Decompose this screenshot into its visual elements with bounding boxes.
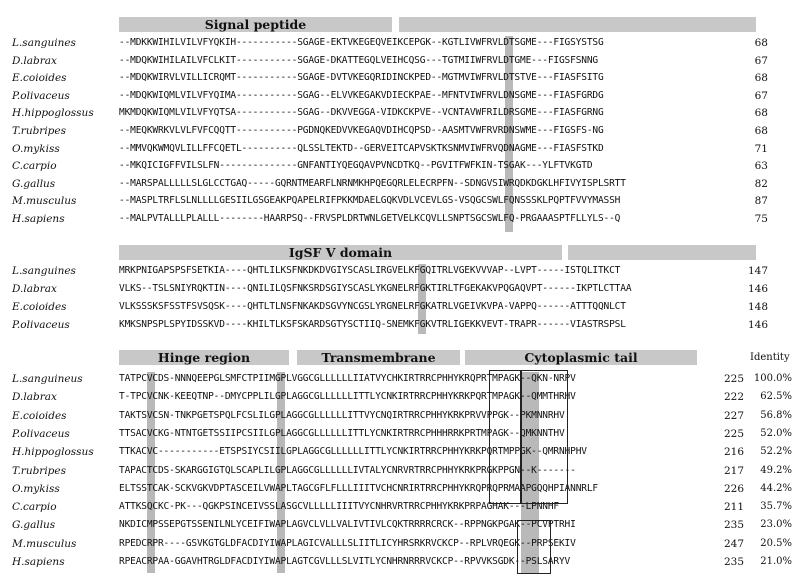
species-name: T.rubripes: [12, 125, 67, 137]
sequence: --MALPVTALLLPLALLL--------HAARPSQ--FRVSPLDRTWNLGETVELKCQVLLSNPTSGCSWLFQ-PRGAAASPTFLLYLS--Q: [119, 213, 621, 224]
sequence: RPEDCRPR----GSVKGTGLDFACDIYIWAPLAGICVALLLSLIITLICYHRSRKRVCKCP--RPLVRQEGK--PRPSEKIV: [119, 537, 576, 549]
residue-position: 227: [723, 409, 744, 422]
alignment-row: [0, 265, 804, 281]
residue-position: 147: [747, 265, 768, 277]
sequence: --MDQKWIHILAILVFCLKIT-----------SGAGE-DKATTEGQLVEIHCQSG---TGTMIIWFRVLDTGME---FIGSFSNNG: [119, 54, 598, 66]
identity-value: 20.5%: [760, 537, 792, 549]
motif-box-rtrrc: [489, 370, 522, 504]
alignment-row: [0, 72, 804, 88]
identity-value: 62.5%: [760, 391, 792, 403]
alignment-row: [0, 178, 804, 194]
residue-position: 75: [754, 213, 768, 225]
alignment-row: [0, 465, 804, 481]
sequence: NKDICMPSSEPGTSSENILNLYCEIFIWAPLAGVCLVLLVALIVTIVLCQKTRRRRCRCK--RPPNGKPGAK--PCVPTRHI: [119, 519, 576, 531]
alignment-row: [0, 143, 804, 159]
sequence: TATPCVCDS-NNNQEEPGLSMFCTPIIMGPLVGGCGLLLLLLIIATVYCHKIRTRRCPHHYKRQPRTMPAGK--QKN-NRPV: [119, 373, 576, 384]
alignment-row: [0, 55, 804, 71]
alignment-row: [0, 125, 804, 141]
identity-value: 52.0%: [760, 427, 792, 439]
alignment-row: [0, 428, 804, 444]
region-transmembrane: Transmembrane: [297, 350, 460, 365]
region-cytoplasmic-tail: Cytoplasmic tail: [465, 350, 697, 365]
sequence: --MKQICIGFFVILSLFN--------------GNFANTIYQEGQAVPVNCDTKQ--PGVITFWFKIN-TSGAK---YLFTVKGTD: [119, 160, 593, 172]
sequence: RPEACRPAA-GGAVHTRGLDFACDIYIWAPLAGTCGVLLLSLVITLYCNHRNRRRVCKCP--RPVVKSGDK--PSLSARYV: [119, 556, 571, 567]
residue-position: 68: [754, 37, 768, 49]
residue-position: 225: [723, 373, 744, 385]
species-name: M.musculus: [12, 537, 77, 550]
residue-position: 82: [754, 177, 768, 190]
residue-position: 67: [754, 54, 768, 67]
alignment-row: [0, 519, 804, 535]
species-name: L.sanguines: [12, 37, 76, 49]
motif-box-ckcp: [517, 520, 551, 574]
alignment-row: [0, 37, 804, 53]
identity-value: 49.2%: [760, 464, 792, 476]
residue-position: 235: [723, 519, 744, 532]
alignment-row: [0, 501, 804, 517]
sequence: --MARSPALLLLLSLGLCCTGAQ-----GQRNTMEARFLNRNMKHPQEGQRLELECRPFN--SDNGVSIWRQDKDGKLHFIVYISPLSRTT: [119, 177, 626, 189]
sequence: TTSACVCKG-NTNTGETSSIIPCSIILGPLAGGCGLLLLLLITTLYCNKIRTRRCPHHHRRKPRTMPAGK--QMKNNTHV: [119, 427, 565, 439]
alignment-row: [0, 373, 804, 389]
species-name: T.rubripes: [12, 464, 67, 477]
alignment-row: [0, 213, 804, 229]
residue-position: 211: [723, 501, 744, 514]
species-name: D.labrax: [12, 54, 57, 67]
region-igsf-v-domain: IgSF V domain: [119, 245, 562, 260]
alignment-row: [0, 538, 804, 554]
residue-position: 217: [723, 464, 744, 477]
species-name: E.coioides: [12, 301, 67, 313]
alignment-row: [0, 556, 804, 572]
sequence: MKMDQKWIQMLVILVFYQTSA-----------SGAG--DKVVEGGA-VIDKCKPVE--VCNTAVWFRILDRSGME---FIASFGRNG: [119, 107, 604, 119]
residue-position: 222: [723, 391, 744, 404]
region-signal-peptide-continuation: [399, 17, 756, 32]
motif-box-cphhyk: [520, 370, 568, 504]
residue-position: 247: [723, 537, 744, 550]
species-name: H.sapiens: [12, 556, 65, 568]
species-name: P.olivaceus: [12, 319, 70, 331]
residue-position: 146: [747, 319, 768, 331]
sequence: --MASPLTRFLSLNLLLLGESIILGSGEAKPQAPELRIFPKKMDAELGQKVDLVCEVLGS-VSQGCSWLFQNSSSKLPQPTFVVYMASSH: [119, 195, 621, 207]
alignment-row: [0, 483, 804, 499]
species-name: D.labrax: [12, 283, 57, 295]
species-name: E.coioides: [12, 72, 67, 85]
alignment-row: [0, 410, 804, 426]
sequence: ATTKSQCKC-PK---QGKPSINCEIVSSLASGCVLLLLLIIITVYCNHRVRTRRCPHHYKRKPRPAGHAK---LPNNHF: [119, 501, 559, 513]
species-name: H.hippoglossus: [12, 446, 94, 459]
species-name: P.olivaceus: [12, 89, 70, 102]
region-signal-peptide: Signal peptide: [119, 17, 392, 32]
species-name: H.sapiens: [12, 213, 65, 225]
sequence: VLKS--TSLSNIYRQKTIN----QNILILQSFNKSRDSGIYSCASLYKGNELRFGKTIRLTFGEKAKVPQGAQVPT------IKPTLCTTAA: [119, 283, 632, 294]
alignment-row: [0, 160, 804, 176]
alignment-row: [0, 301, 804, 317]
identity-value: 100.0%: [753, 373, 792, 384]
sequence: TAKTSVCSN-TNKPGETSPQLFCSLILGPLAGGCGLLLLLLITTVYCNQIRTRRCPHHYKRKPRVVPPGK--PKMNNRHV: [119, 409, 565, 421]
identity-value: 52.2%: [760, 446, 792, 458]
residue-position: 225: [723, 427, 744, 440]
species-name: H.hippoglossus: [12, 107, 94, 120]
species-name: L.sanguineus: [12, 373, 83, 385]
species-name: C.carpio: [12, 501, 57, 514]
residue-position: 67: [754, 89, 768, 102]
sequence: --MEQKWRKVLVLFVFCQQTT-----------PGDNQKEDVVKEGAQVDIHCQPSD--AASMTVWFRVRDNSWME---FIGSFS-NG: [119, 125, 604, 136]
species-name: G.gallus: [12, 177, 56, 190]
species-name: C.carpio: [12, 160, 57, 173]
identity-value: 56.8%: [760, 409, 792, 421]
residue-position: 216: [723, 446, 744, 459]
alignment-row: [0, 107, 804, 123]
residue-position: 68: [754, 107, 768, 120]
sequence: TTKACVC-----------ETSPSIYCSIILGPLAGGCGLLLLLLITTLYCNKIRTRRCPHHYKRKPQRTMPPGK--QMRNHPHV: [119, 446, 587, 458]
identity-value: 44.2%: [760, 482, 792, 494]
sequence: --MDQKWIRVLVILLICRQMT-----------SGAGE-DVTVKEGQRIDINCKPED--MGTMVIWFRVLDTSTVE---FIASFSITG: [119, 72, 604, 84]
sequence: KMKSNPSPLSPYIDSSKVD----KHILTLKSFSKARDSGTYSCTIIQ-SNEMKFGKVTRLIGEKKVEVT-TRAPR------VIASTRSPSL: [119, 319, 626, 330]
species-name: G.gallus: [12, 519, 56, 532]
alignment-row: [0, 90, 804, 106]
residue-position: 87: [754, 195, 768, 208]
residue-position: 68: [754, 125, 768, 137]
sequence: VLKSSSKSFSSTFSVSQSK----QHTLTLNSFNKAKDSGVYNCGSLYRGNELRFGKATRLVGEIVKVPA-VAPPQ------ATTTQQNLCT: [119, 301, 626, 312]
species-name: M.musculus: [12, 195, 77, 208]
species-name: L.sanguines: [12, 265, 76, 277]
sequence: --MDQKWIQMLVILVFYQIMA-----------SGAG--ELVVKEGAKVDIECKPAE--MFNTVIWFRVLDNSGME---FIASFGRDG: [119, 89, 604, 101]
alignment-row: [0, 319, 804, 335]
residue-position: 148: [747, 301, 768, 313]
alignment-row: [0, 283, 804, 299]
sequence: MRKPNIGAPSPSFSETKIA----QHTLILKSFNKDKDVGIYSCASLIRGVELKFGQITRLVGEKVVVAP--LVPT-----ISTQLITKCT: [119, 265, 621, 276]
residue-position: 226: [723, 482, 744, 495]
sequence: --MDKKWIHILVILVFYQKIH-----------SGAGE-EKTVKEGEQVEIKCEPGK--KGTLIVWFRVLDTSGME---FIGSYSTSG: [119, 37, 604, 48]
sequence: ELTSSTCAK-SCKVGKVDPTASCEILVWAPLTAGCGFLFLLLIIITVCHCNRIRTRRCPHHYKRQPRQPRMAAPGQQHPIANNRLF: [119, 482, 598, 494]
identity-value: 35.7%: [760, 501, 792, 513]
residue-position: 146: [747, 283, 768, 295]
alignment-row: [0, 195, 804, 211]
identity-value: 21.0%: [760, 556, 792, 567]
region-hinge: Hinge region: [119, 350, 289, 365]
residue-position: 235: [723, 556, 744, 568]
alignment-row: [0, 446, 804, 462]
residue-position: 68: [754, 72, 768, 85]
sequence: --MMVQKWMQVLILLFFCQETL----------QLSSLTEKTD--GERVEITCAPVSKTKSNMVIWFRVQDNAGME---FIASFSTKD: [119, 142, 604, 154]
residue-position: 71: [754, 142, 768, 155]
alignment-row: [0, 391, 804, 407]
identity-value: 23.0%: [760, 519, 792, 531]
sequence: T-TPCVCNK-KEEQTNP--DMYCPPLILGPLAGGCGLLLLLLITTLYCNKIRTRRCPHHYKRKPQRTMPAGK--QMMTHRHV: [119, 391, 576, 403]
species-name: D.labrax: [12, 391, 57, 404]
species-name: O.mykiss: [12, 482, 60, 495]
region-igsf-v-domain-continuation: [568, 245, 756, 260]
identity-header: Identity: [750, 352, 790, 363]
species-name: P.olivaceus: [12, 427, 70, 440]
sequence: TAPACTCDS-SKARGGIGTQLSCAPLILGPLAGGCGLLLLLLIVTALYCNRVRTRRCPHHYKRKPRGKPPGN--K-------: [119, 464, 576, 476]
species-name: E.coioides: [12, 409, 67, 422]
residue-position: 63: [754, 160, 768, 173]
species-name: O.mykiss: [12, 142, 60, 155]
